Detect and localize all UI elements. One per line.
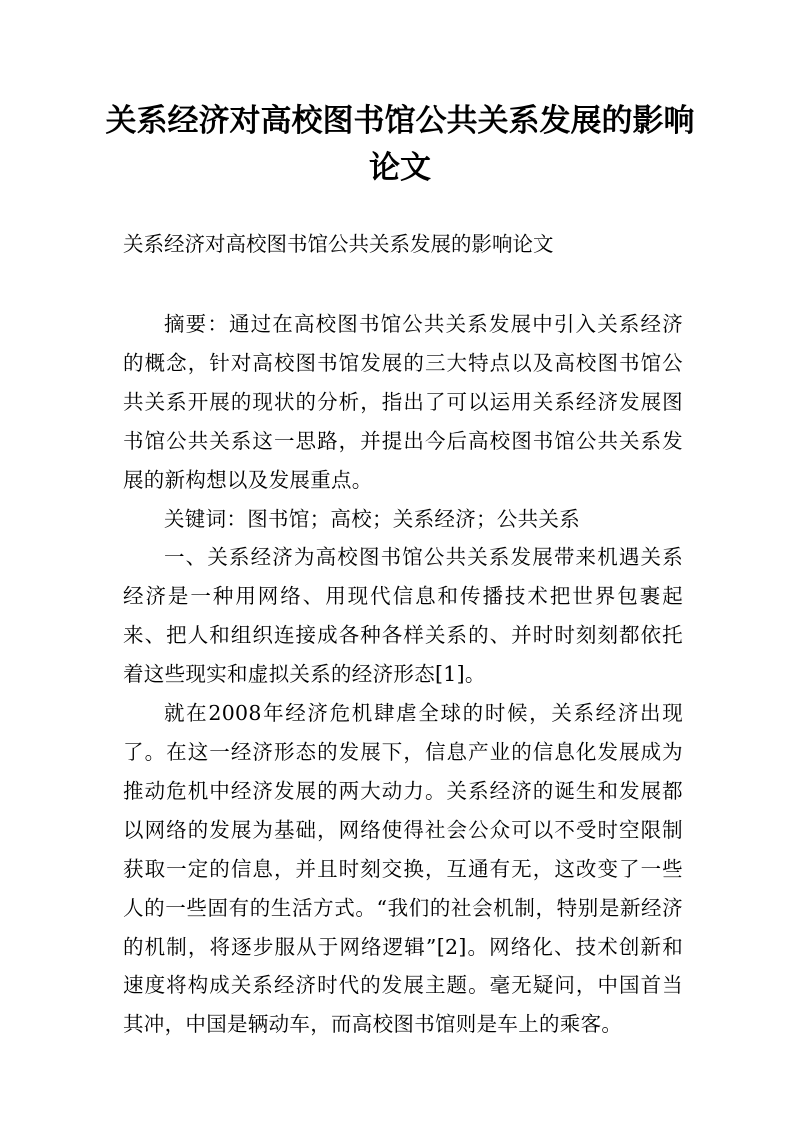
abstract-paragraph: 摘要：通过在高校图书馆公共关系发展中引入关系经济的概念，针对高校图书馆发展的三大特点以及高校图书馆公共关系开展的现状的分析，指出了可以运用关系经济发展图书馆公共关系这一思路，并提出今后高校图书馆公共关系发展的新构想以及发展重点。 [123,312,683,492]
keywords-paragraph: 关键词：图书馆；高校；关系经济；公共关系 [164,506,580,531]
document-body [123,305,683,1044]
section-one-paragraph: 一、关系经济为高校图书馆公共关系发展带来机遇关系经济是一种用网络、用现代信息和传播技术把世界包裹起来、把人和组织连接成各种各样关系的、并时时刻刻都依托着这些现实和虚拟关系的经济形态[1]。 [123,545,683,687]
document-subtitle: 关系经济对高校图书馆公共关系发展的影响论文 [123,232,554,256]
body-paragraph: 就在2008年经济危机肆虐全球的时候，关系经济出现了。在这一经济形态的发展下，信息产业的信息化发展成为推动危机中经济发展的两大动力。关系经济的诞生和发展都以网络的发展为基础，网络使得社会公众可以不受时空限制获取一定的信息，并且时刻交换，互通有无，这改变了一些人的一些固有的生活方式。“我们的社会机制，特别是新经济的机制，将逐步服从于网络逻辑”[2]。网络化、技术创新和速度将构成关系经济时代的发展主题。毫无疑问，中国首当其冲，中国是辆动车，而高校图书馆则是车上的乘客。 [123,701,683,1037]
document-title: 关系经济对高校图书馆公共关系发展的影响论文 [105,103,695,186]
